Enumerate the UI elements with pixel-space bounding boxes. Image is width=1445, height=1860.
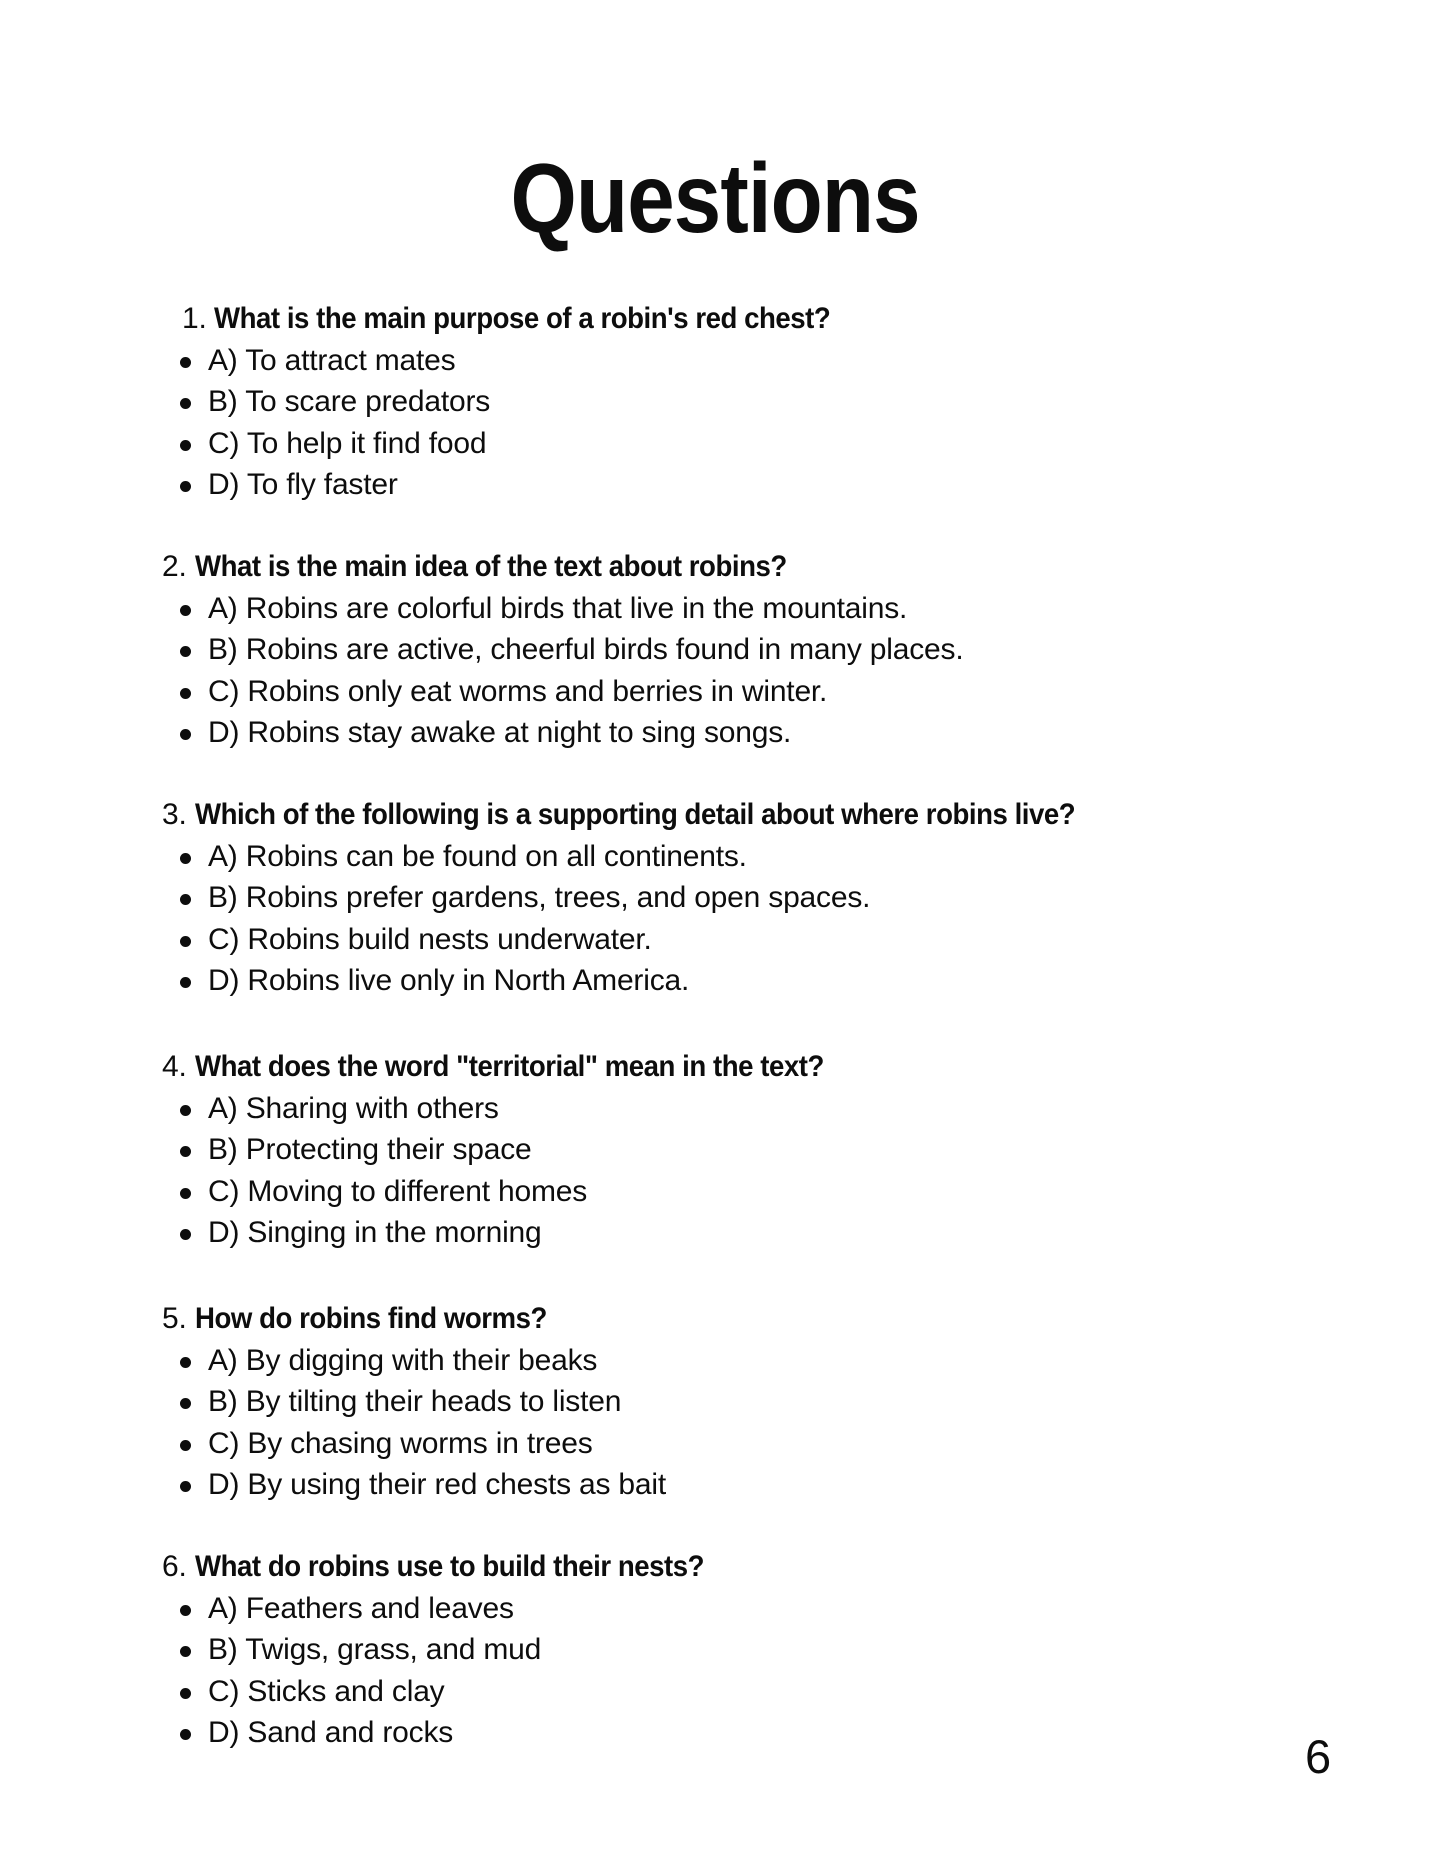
answer-option [0, 629, 1445, 671]
answer-option [0, 1671, 1445, 1713]
answer-option [0, 919, 1445, 961]
answer-option [0, 1423, 1445, 1465]
answer-option [0, 960, 1445, 1002]
question-6-line [0, 1546, 1445, 1588]
answer-option-label: B) By tilting their heads to listen [208, 1385, 622, 1419]
bullet-icon [180, 1105, 191, 1116]
bullet-icon [180, 1646, 191, 1657]
page-number: 6 [1305, 1730, 1332, 1783]
question-block-5 [0, 1298, 1445, 1506]
answer-option-label: C) Moving to different homes [208, 1174, 588, 1208]
answer-option-label: B) Robins are active, cheerful birds found in many places. [208, 633, 964, 667]
answer-option-label: A) To attract mates [208, 343, 456, 377]
answer-option [0, 671, 1445, 713]
answer-option-label: A) Robins are colorful birds that live in the mountains. [208, 591, 908, 625]
answer-option [0, 1171, 1445, 1213]
answer-option-label: A) By digging with their beaks [208, 1343, 598, 1377]
answer-option-label: D) To fly faster [208, 468, 398, 502]
question-number: 1. [182, 302, 207, 335]
bullet-icon [180, 729, 191, 740]
answer-option [0, 836, 1445, 878]
bullet-icon [180, 357, 191, 368]
question-2-line [0, 546, 1445, 588]
answer-option [0, 1588, 1445, 1630]
bullet-icon [180, 688, 191, 699]
answer-option [0, 588, 1445, 630]
answer-option-label: D) Robins stay awake at night to sing songs. [208, 716, 792, 750]
bullet-icon [180, 398, 191, 409]
answer-option-label: C) Robins build nests underwater. [208, 922, 652, 956]
bullet-icon [180, 977, 191, 988]
question-block-4 [0, 1046, 1445, 1254]
bullet-icon [180, 1398, 191, 1409]
answer-option-label: B) To scare predators [208, 385, 491, 419]
question-block-3 [0, 794, 1445, 1002]
question-text: What does the word "territorial" mean in the text? [194, 1050, 824, 1083]
answer-option-label: A) Sharing with others [208, 1091, 499, 1125]
answer-option [0, 423, 1445, 465]
bullet-icon [180, 1481, 191, 1492]
answer-option [0, 1464, 1445, 1506]
question-4-line [0, 1046, 1445, 1088]
answer-option-label: C) Sticks and clay [208, 1674, 445, 1708]
question-1-line [0, 298, 1445, 340]
question-number: 3. [162, 798, 187, 831]
answer-option-label: B) Protecting their space [208, 1133, 532, 1167]
bullet-icon [180, 1440, 191, 1451]
answer-option [0, 1129, 1445, 1171]
answer-option [0, 1088, 1445, 1130]
question-number: 6. [162, 1550, 187, 1583]
answer-option [0, 340, 1445, 382]
bullet-icon [180, 936, 191, 947]
bullet-icon [180, 894, 191, 905]
answer-option-label: B) Robins prefer gardens, trees, and open spaces. [208, 881, 871, 915]
answer-option [0, 1381, 1445, 1423]
page-header [0, 143, 1438, 253]
bullet-icon [180, 1188, 191, 1199]
answer-option [0, 712, 1445, 754]
question-3-line [0, 794, 1445, 836]
answer-option [0, 1212, 1445, 1254]
bullet-icon [180, 1688, 191, 1699]
bullet-icon [180, 440, 191, 451]
bullet-icon [180, 481, 191, 492]
bullet-icon [180, 1229, 191, 1240]
bullet-icon [180, 605, 191, 616]
question-text: What is the main idea of the text about robins? [194, 550, 787, 583]
question-text: How do robins find worms? [194, 1302, 547, 1335]
bullet-icon [180, 1605, 191, 1616]
answer-option [0, 464, 1445, 506]
question-text: What is the main purpose of a robin's red chest? [213, 302, 830, 335]
answer-option-label: C) By chasing worms in trees [208, 1426, 593, 1460]
answer-option [0, 381, 1445, 423]
question-number: 4. [162, 1050, 187, 1083]
answer-option-label: C) Robins only eat worms and berries in winter. [208, 674, 828, 708]
bullet-icon [180, 646, 191, 657]
answer-option-label: C) To help it find food [208, 426, 487, 460]
answer-option [0, 1340, 1445, 1382]
question-text: Which of the following is a supporting detail about where robins live? [194, 798, 1075, 831]
answer-option [0, 1712, 1445, 1754]
answer-option [0, 877, 1445, 919]
answer-option-label: D) Singing in the morning [208, 1216, 542, 1250]
bullet-icon [180, 853, 191, 864]
bullet-icon [180, 1357, 191, 1368]
answer-option-label: B) Twigs, grass, and mud [208, 1633, 542, 1667]
question-number: 2. [162, 550, 187, 583]
question-5-line [0, 1298, 1445, 1340]
question-text: What do robins use to build their nests? [194, 1550, 704, 1583]
question-number: 5. [162, 1302, 187, 1335]
answer-option-label: D) Sand and rocks [208, 1716, 454, 1750]
bullet-icon [180, 1729, 191, 1740]
question-block-6 [0, 1546, 1445, 1754]
answer-option-label: D) By using their red chests as bait [208, 1468, 667, 1502]
answer-option-label: A) Robins can be found on all continents. [208, 839, 747, 873]
answer-option-label: D) Robins live only in North America. [208, 964, 690, 998]
page-title: Questions [510, 143, 921, 253]
answer-option [0, 1629, 1445, 1671]
question-block-2 [0, 546, 1445, 754]
bullet-icon [180, 1146, 191, 1157]
question-block-1 [0, 298, 1445, 506]
answer-option-label: A) Feathers and leaves [208, 1591, 514, 1625]
